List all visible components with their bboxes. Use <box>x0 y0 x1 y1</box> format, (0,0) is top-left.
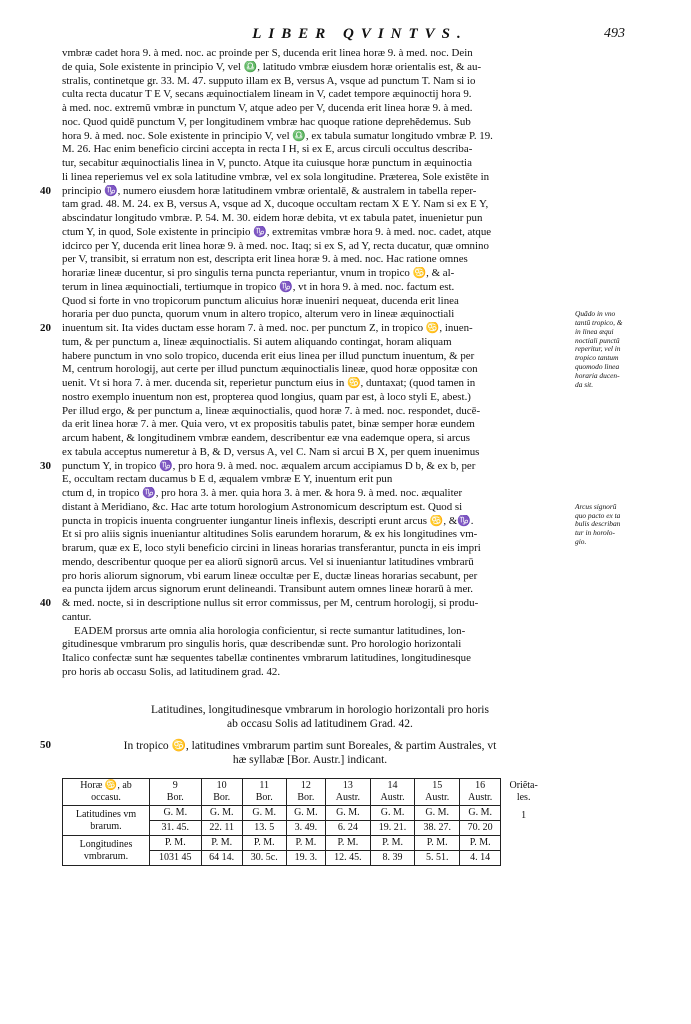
text-line: Italico confectæ sunt hæ sequentes tabellæ continentes vmbrarum latitudines, longitudinesque <box>62 652 471 664</box>
text-line: tum, & per punctum a, lineæ æquinoctialis. Si autem aliquando contingat, horam aliquam <box>62 335 452 348</box>
hour-direction: Austr. <box>468 792 493 803</box>
sub-caption-line: hæ syllabæ [Bor. Austr.] indicant. <box>232 754 388 766</box>
text-line: nostro exemplo inuentum non est, propterea quod longius, quam par est, à loco styli E, abest.) <box>62 390 471 403</box>
unit-cell: G. M. <box>415 806 460 821</box>
value-cell: 3. 49. <box>286 821 325 836</box>
text-line: per V, transibit, si erratum non est, descripta erit linea horæ 9. à med. noc. Hac ratione omnes <box>62 253 468 266</box>
unit-cell: G. M. <box>370 806 415 821</box>
text-line: horariæ lineæ ducentur, si pro singulis terna puncta reperiantur, vnum in tropico ♋, & al- <box>62 267 455 279</box>
hour-header-cell <box>415 779 460 806</box>
text-line: EADEM prorsus arte omnia alia horologia conficientur, si recte sumantur latitudines, lon- <box>74 624 466 637</box>
text-line: tur, secabitur æquinoctialis linea in V, puncto. Atque ita cuiusque horæ punctum in æquinoctia <box>62 157 472 169</box>
hour-direction: Austr. <box>335 792 360 803</box>
row-label-cell <box>63 806 150 836</box>
table-caption <box>100 703 540 731</box>
margin-note <box>575 310 653 389</box>
unit-cell: P. M. <box>201 836 242 851</box>
unit-cell: P. M. <box>242 836 286 851</box>
hour-header-cell <box>370 779 415 806</box>
text-line: horaria per duo puncta, quorum vnum in altero tropico, alterum vero in lineæ æquinoctiali <box>62 308 455 321</box>
text-line: da erit linea horæ 7. à mer. Quia vero, vt ex propositis tabulis patet, binæ semper horæ eundem <box>62 418 475 431</box>
margin-note-line: Quãdo in vno <box>575 309 616 319</box>
text-line: brarum, quæ ex E, loco styli beneficio circini in lineas horarias transferantur, puncta in eis impri <box>62 542 481 554</box>
value-cell: 31. 45. <box>150 821 202 836</box>
unit-cell: G. M. <box>150 806 202 821</box>
shadow-table <box>62 778 546 866</box>
value-cell: 4. 14 <box>460 851 501 866</box>
orientales-value: 1 <box>521 809 527 821</box>
text-line: E, occultam rectam ducamus b E d, æqualem vmbræ E Y, inuentum erit pun <box>62 473 393 486</box>
unit-cell: P. M. <box>326 836 371 851</box>
line-number: 50 <box>40 739 51 751</box>
hour-header-cell <box>242 779 286 806</box>
hour-header-cell <box>326 779 371 806</box>
text-line: abscindatur longitudo vmbræ. P. 54. M. 30. eidem horæ debita, vt ex tabula patet, inuenietur pun <box>62 212 483 224</box>
unit-cell: G. M. <box>286 806 325 821</box>
value-cell: 64 14. <box>201 851 242 866</box>
line-number: 40 <box>40 597 51 609</box>
text-line: inuentum sit. Ita vides ductam esse horam 7. à med. noc. per punctum Z, in tropico ♋, inuen- <box>62 322 473 334</box>
text-line: mendo, describentur quoque per ea aliorū signorū arcus. Vel si inueniantur latitudines vmbrarū <box>62 555 474 568</box>
text-line: idcirco per Y, ducenda erit linea horæ 9. à med. noc. Itaq; si ex S, ad Y, recta ducatur, quæ omnino <box>62 239 489 252</box>
margin-note-line: tur in horolo- <box>575 528 615 538</box>
text-line: & med. nocte, si in descriptione nullus sit error commissus, per M, centrum horologij, si produ- <box>62 597 479 609</box>
text-line: M. 26. Hac enim beneficio circini accepta in recta I H, si ex E, arcus circuli occultus describa- <box>62 143 473 156</box>
orientales-header-line: Oriẽta- <box>509 779 538 791</box>
orientales-header-cell <box>501 779 546 866</box>
line-number: 30 <box>40 459 51 472</box>
header-label-line: Horæ ♋, ab <box>80 780 132 791</box>
unit-cell: G. M. <box>326 806 371 821</box>
row-label-cell <box>63 836 150 866</box>
value-cell: 8. 39 <box>370 851 415 866</box>
text-line: Et si pro aliis signis inueniantur altitudines Solis earundem horarum, & ex his longitudines vm- <box>62 528 478 541</box>
text-line: habere punctum in vno solo tropico, ducenda erit eius linea per illud punctum inuentum, & per <box>62 349 475 362</box>
margin-note-line: horaria ducen- <box>575 370 620 380</box>
hour-header-cell <box>150 779 202 806</box>
row-label-line: Longitudines <box>79 838 133 850</box>
hour-number: 12 <box>300 780 311 791</box>
sub-caption-line: In tropico ♋, latitudines vmbrarum partim sunt Boreales, & partim Australes, vt <box>123 740 497 752</box>
hour-header-cell <box>460 779 501 806</box>
margin-note-line: quomodo linea <box>575 362 620 372</box>
hour-number: 15 <box>432 780 443 791</box>
unit-cell: G. M. <box>460 806 501 821</box>
hour-direction: Bor. <box>213 792 231 803</box>
value-cell: 19. 21. <box>370 821 415 836</box>
table-header-row <box>63 779 547 806</box>
value-cell: 1031 45 <box>150 851 202 866</box>
hour-number: 16 <box>475 780 486 791</box>
text-line: ea puncta ijdem arcus signorum erunt delineandi. Transibunt autem omnes lineæ horarū à mer. <box>62 583 474 596</box>
text-line: cantur. <box>62 610 92 623</box>
running-head: LIBER QVINTVS. <box>252 26 468 42</box>
page-number: 493 <box>604 26 625 41</box>
caption-line: ab occasu Solis ad latitudinem Grad. 42. <box>227 718 413 730</box>
text-line: pro horis aliorum signorum, vbi earum lineæ occultæ per E, ductæ lineas horarias secabunt, per <box>62 569 478 582</box>
margin-note-line: Arcus signorū <box>575 501 617 511</box>
text-line: uenit. Vt si hora 7. à mer. ducenda sit, reperietur punctum eius in ♋, duntaxat; (quod tamen in <box>62 377 476 389</box>
hour-number: 11 <box>259 780 270 791</box>
margin-note-line: bulis describan <box>575 519 621 529</box>
hour-number: 14 <box>387 780 398 791</box>
text-line: terum in linea æquinoctiali, tertiumque in tropico ♑, vt in hora 9. à med. noc. factum est. <box>62 280 455 293</box>
hour-direction: Bor. <box>255 792 273 803</box>
text-line: Quod si forte in vno tropicorum punctum alicuius horæ inueniri nequeat, ducenda erit linea <box>62 294 459 307</box>
text-line: à med. noc. extremũ vmbræ in punctum V, atque adeo per V, ducenda erit linea horæ 9. à med. <box>62 102 473 114</box>
text-line: ctum Y, in quod, Sole existente in principio ♑, extremitas vmbræ hora 9. à med. noc. cadet, atque <box>62 225 492 238</box>
unit-cell: G. M. <box>242 806 286 821</box>
value-cell: 70. 20 <box>460 821 501 836</box>
hour-direction: Bor. <box>166 792 184 803</box>
text-line: stralis, continetque gr. 33. M. 47. supputo illam ex B, versus A, vsque ad punctum T. Nam si io <box>62 74 476 87</box>
value-cell: 12. 45. <box>326 851 371 866</box>
text-line: pro horis ab occasu Solis, ad latitudinem grad. 42. <box>62 665 281 678</box>
row-label-line: Latitudines vm <box>75 808 137 820</box>
hour-number: 10 <box>216 780 227 791</box>
unit-cell: P. M. <box>370 836 415 851</box>
text-line: puncta in tropicis inuenta congruenter iungantur lineis inflexis, descripti erunt arcus ♋, &♑. <box>62 514 474 527</box>
text-line: gitudinesque vmbrarum pro singulis horis, quæ describendæ sunt. Pro horologio horizontali <box>62 638 462 651</box>
text-line: de quia, Sole existente in principio V, vel ♎, latitudo vmbræ eiusdem horæ orientalis est, & au- <box>62 60 482 73</box>
orientales-header-line: les. <box>516 791 531 803</box>
margin-note-line: noctiali punctũ <box>575 335 620 345</box>
value-cell: 6. 24 <box>326 821 371 836</box>
text-line: culta recta ducatur T E V, secans æquinoctialem lineam in V, cadet tempore æquinoctij hora 9. <box>62 88 472 101</box>
text-line: noc. Quod quidē punctum V, per longitudinem vmbræ hac quoque ratione deprehĕdemus. Sub <box>62 115 471 128</box>
value-cell: 19. 3. <box>286 851 325 866</box>
body-text <box>62 47 550 680</box>
hour-header-cell <box>201 779 242 806</box>
value-cell: 13. 5 <box>242 821 286 836</box>
table-sub-caption <box>100 739 520 767</box>
hour-direction: Austr. <box>380 792 405 803</box>
text-line: li linea reperiemus vel ex sola latitudine vmbræ, vel ex sola longitudine. Præterea, Sole existēte in <box>62 170 490 183</box>
row-label-line: brarum. <box>90 820 122 832</box>
margin-note-line: quo pacto ex ta <box>575 510 621 520</box>
text-line: punctum Y, in tropico ♑, pro hora 9. à med. noc. æqualem arcum accipiamus D b, & ex b, per <box>62 459 476 472</box>
text-line: hora 9. à med. noc. Sole existente in principio V, vel ♎, ex tabula sumatur longitudo vmbræ P. 19. <box>62 129 493 142</box>
text-line: Per illud ergo, & per punctum a, lineæ æquinoctialis, quod horæ 7. à med. noc. respondet, ducē- <box>62 404 481 417</box>
margin-note-line: da sit. <box>575 379 594 389</box>
unit-cell: P. M. <box>286 836 325 851</box>
line-number: 20 <box>40 322 51 334</box>
line-number: 40 <box>40 184 51 197</box>
value-cell: 5. 51. <box>415 851 460 866</box>
unit-cell: P. M. <box>415 836 460 851</box>
table-row <box>63 836 547 851</box>
margin-note-line: gio. <box>575 536 587 546</box>
unit-cell: P. M. <box>460 836 501 851</box>
value-cell: 30. 5c. <box>242 851 286 866</box>
header-label-line: occasu. <box>91 792 121 803</box>
text-line: ctum d, in tropico ♑, pro hora 3. à mer. quia hora 3. à mer. & hora 9. à med. noc. æqualiter <box>62 487 463 499</box>
hour-direction: Bor. <box>297 792 315 803</box>
text-line: principio ♑, numero eiusdem horæ latitudinem vmbræ orientalē, & australem in tabella reper- <box>62 184 477 197</box>
text-line: vmbræ cadet hora 9. à med. noc. ac proinde per S, ducenda erit linea horæ 9. à med. noc. Dein <box>62 47 473 59</box>
hour-number: 13 <box>342 780 353 791</box>
hour-header-cell <box>286 779 325 806</box>
margin-note-line: reperitur, vel in <box>575 344 621 354</box>
unit-cell: P. M. <box>150 836 202 851</box>
hour-number: 9 <box>172 780 178 791</box>
margin-note-line: tantū tropico, & <box>575 318 623 328</box>
text-line: ex tabula acceptus numeretur à B, & D, versus A, vel C. Nam si arcui B X, per quem inuenimus <box>62 445 480 458</box>
header-label-cell <box>63 779 150 806</box>
text-line: tam grad. 48. M. 24. ex B, versus A, vsque ad X, ducoque occultam rectam X E Y. Nam si ex E Y, <box>62 198 489 211</box>
hour-direction: Austr. <box>425 792 450 803</box>
value-cell: 22. 11 <box>201 821 242 836</box>
row-label-line: vmbrarum. <box>83 850 129 862</box>
value-cell: 38. 27. <box>415 821 460 836</box>
caption-line: Latitudines, longitudinesque vmbrarum in horologio horizontali pro horis <box>151 704 489 716</box>
unit-cell: G. M. <box>201 806 242 821</box>
margin-note-line: in linea æqui <box>575 326 614 336</box>
text-line: M, centrum horologij, aut certe per illud punctum æquinoctialis lineæ, quod horæ oppositæ con <box>62 363 478 376</box>
margin-note <box>575 503 653 547</box>
margin-note-line: tropico tantum <box>575 353 619 363</box>
text-line: distant à Meridiano, &c. Hac arte totum horologium Astronomicum descriptum est. Quod si <box>62 500 463 513</box>
text-line: arcum habent, & longitudinem vmbræ eandem, describentur eæ vna eademque opera, si arcus <box>62 432 470 444</box>
table-row <box>63 806 547 821</box>
